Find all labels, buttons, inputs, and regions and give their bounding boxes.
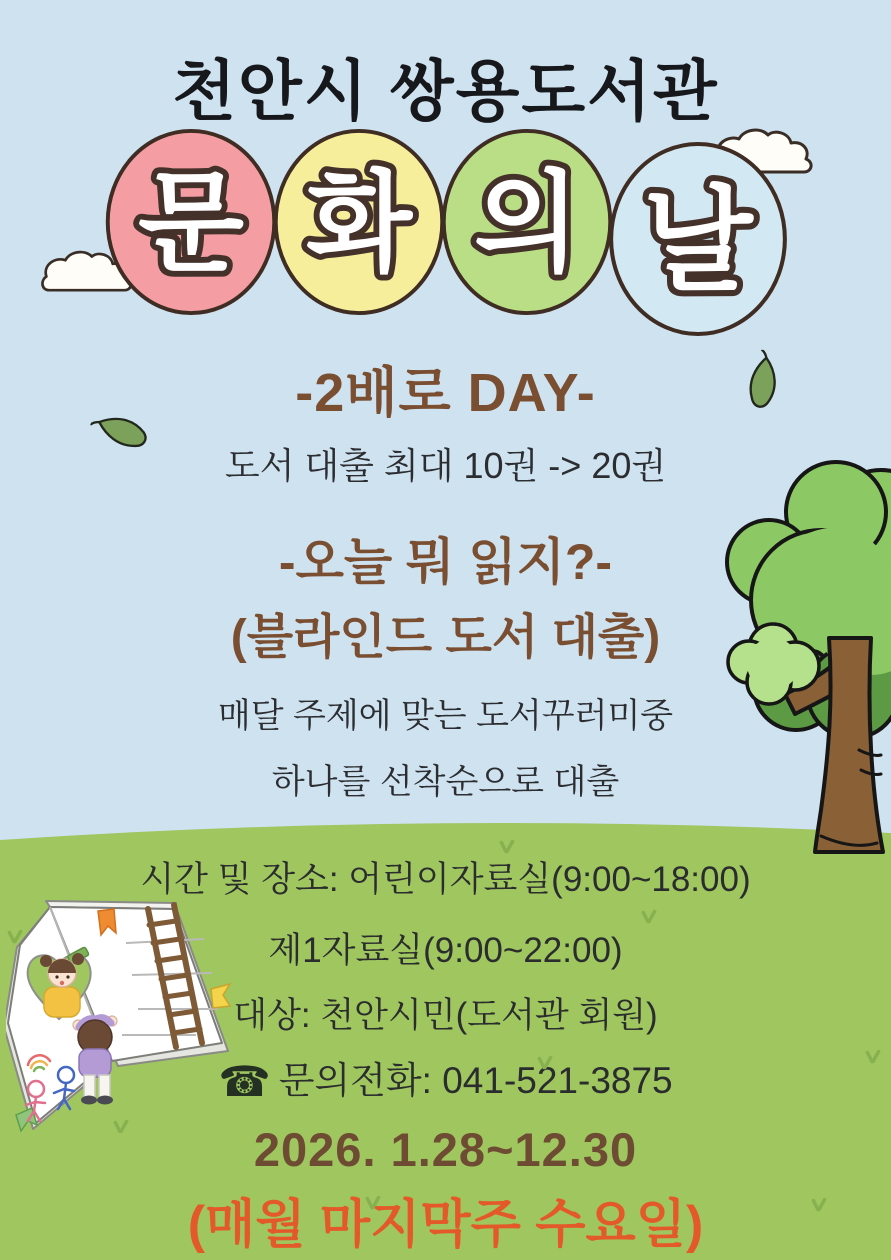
- grass-icon: [536, 1056, 554, 1070]
- period-note-line: (매월 마지막주 수요일): [187, 1196, 704, 1254]
- book-kids-illustration: [6, 893, 238, 1141]
- logo-circle-hwa: [270, 126, 448, 318]
- grass-icon: [6, 930, 24, 944]
- event2-subheading: (블라인드 도서 대출): [230, 611, 661, 664]
- target-line: 대상: 천안시민(도서관 회원): [233, 996, 658, 1035]
- yellow-flag-icon: [211, 984, 230, 1008]
- phone-icon: ☎: [218, 1058, 271, 1105]
- phone-label: 문의전화: 041-521-3875: [278, 1060, 673, 1101]
- logo-circle-ui: [438, 126, 616, 318]
- logo-letter: 화: [305, 163, 412, 286]
- grass-icon: [112, 1120, 130, 1134]
- grass-icon: [864, 1050, 882, 1064]
- grass-icon: [810, 1198, 828, 1212]
- period-line: 2026. 1.28~12.30: [253, 1123, 638, 1176]
- time-place-line: 시간 및 장소: 어린이자료실(9:00~18:00): [140, 860, 751, 899]
- grass-icon: [640, 910, 658, 924]
- event2-detail-line1: 매달 주제에 맞는 도서꾸러미중: [217, 697, 674, 735]
- event1-detail: 도서 대출 최대 10권 -> 20권: [224, 445, 667, 486]
- logo-letter: 날: [642, 177, 753, 304]
- event2-heading: -오늘 뭐 읽지?-: [278, 534, 613, 590]
- event2-detail-line2: 하나를 선착순으로 대출: [271, 763, 620, 801]
- place2-line: 제1자료실(9:00~22:00): [268, 931, 623, 970]
- logo-letter: 문: [137, 163, 244, 286]
- logo-circles: [0, 126, 891, 338]
- poster-title: 천안시 쌍용도서관: [172, 54, 719, 128]
- grass-icon: [364, 1196, 382, 1210]
- logo-circle-nal: [606, 140, 790, 338]
- grass-icon: [498, 840, 516, 854]
- logo-letter: 의: [473, 163, 580, 286]
- logo-circle-mun: [102, 126, 280, 318]
- event1-heading: -2배로 DAY-: [295, 363, 596, 423]
- tree-icon: [721, 450, 891, 860]
